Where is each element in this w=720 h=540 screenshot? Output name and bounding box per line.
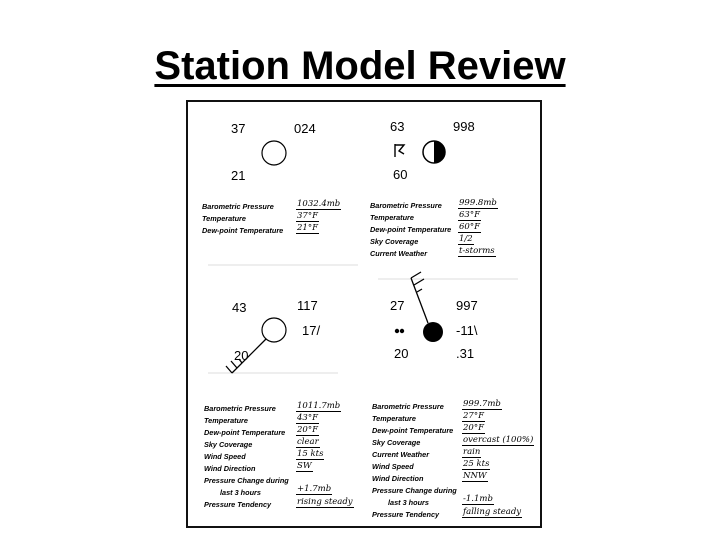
field-label: Dew-point Temperature [372, 426, 454, 435]
pressure-code: 117 [297, 298, 318, 313]
field-label: Temperature [372, 414, 416, 423]
field-answer: 999.7mb [463, 399, 501, 409]
dewpoint-value: 20 [234, 348, 249, 363]
field-label: Wind Speed [372, 462, 414, 471]
pressure-code: 024 [294, 121, 316, 136]
field-label: Pressure Tendency [372, 510, 440, 519]
field-label: Wind Speed [204, 452, 246, 461]
dewpoint-value: 21 [231, 168, 246, 183]
field-label: Barometric Pressure [202, 202, 274, 211]
thunderstorm-symbol [395, 144, 404, 157]
pressure-code: 998 [453, 119, 475, 134]
pressure-tendency: -11\ [456, 323, 478, 338]
field-label: Sky Coverage [372, 438, 421, 447]
field-answer: 37°F [297, 211, 318, 221]
field-label: Dew-point Temperature [202, 226, 284, 235]
dewpoint-value: 60 [393, 167, 408, 182]
station-circle-clear [262, 318, 286, 342]
field-answer: 1011.7mb [297, 401, 341, 411]
field-answer: +1.7mb [297, 484, 332, 494]
worksheet [186, 100, 542, 528]
field-label: Pressure Change during [372, 486, 457, 495]
temperature-value: 43 [232, 300, 247, 315]
rain-symbol [395, 329, 399, 333]
field-label: Sky Coverage [370, 237, 419, 246]
field-answer: 999.8mb [459, 198, 497, 208]
pressure-tendency: 17/ [302, 323, 321, 338]
field-label: Sky Coverage [204, 440, 253, 449]
slide-title: Station Model Review [154, 44, 566, 88]
field-answer: 27°F [463, 411, 484, 421]
field-label: Wind Direction [204, 464, 256, 473]
half-cloud-fill [434, 141, 445, 163]
field-label: Dew-point Temperature [370, 225, 452, 234]
temperature-value: 63 [390, 119, 405, 134]
temperature-value: 27 [390, 298, 405, 313]
field-answer: SW [297, 461, 312, 471]
field-label: Temperature [202, 214, 246, 223]
field-answer: 1/2 [459, 234, 473, 244]
field-answer: t-storms [459, 246, 495, 256]
wind-barb-nnw [411, 272, 428, 323]
field-label: Wind Direction [372, 474, 424, 483]
field-answer: 43°F [297, 413, 318, 423]
field-label: last 3 hours [388, 498, 429, 507]
field-label: Current Weather [370, 249, 428, 258]
field-answer: rising steady [297, 497, 353, 507]
field-label: Temperature [370, 213, 414, 222]
field-label: Barometric Pressure [370, 201, 442, 210]
station-circle-clear [262, 141, 286, 165]
field-answer: NNW [463, 471, 487, 481]
field-answer: rain [463, 447, 481, 457]
field-answer: 63°F [459, 210, 480, 220]
field-label: last 3 hours [220, 488, 261, 497]
field-label: Pressure Tendency [204, 500, 272, 509]
field-answer: overcast (100%) [463, 435, 534, 445]
field-answer: 20°F [463, 423, 484, 433]
field-answer: 21°F [297, 223, 318, 233]
field-label: Dew-point Temperature [204, 428, 286, 437]
field-label: Current Weather [372, 450, 430, 459]
field-label: Pressure Change during [204, 476, 289, 485]
rain-symbol [400, 329, 404, 333]
field-answer: 20°F [297, 425, 318, 435]
field-answer: falling steady [463, 507, 522, 517]
field-answer: 25 kts [463, 459, 490, 469]
field-answer: 15 kts [297, 449, 324, 459]
field-label: Temperature [204, 416, 248, 425]
field-answer: clear [297, 437, 319, 447]
field-answer: -1.1mb [463, 494, 493, 504]
dewpoint-value: 20 [394, 346, 409, 361]
field-label: Barometric Pressure [372, 402, 444, 411]
station-circle-overcast [423, 322, 443, 342]
field-label: Barometric Pressure [204, 404, 276, 413]
field-answer: 1032.4mb [297, 199, 341, 209]
temperature-value: 37 [231, 121, 246, 136]
precipitation-value: .31 [456, 346, 475, 361]
pressure-code: 997 [456, 298, 478, 313]
field-answer: 60°F [459, 222, 480, 232]
